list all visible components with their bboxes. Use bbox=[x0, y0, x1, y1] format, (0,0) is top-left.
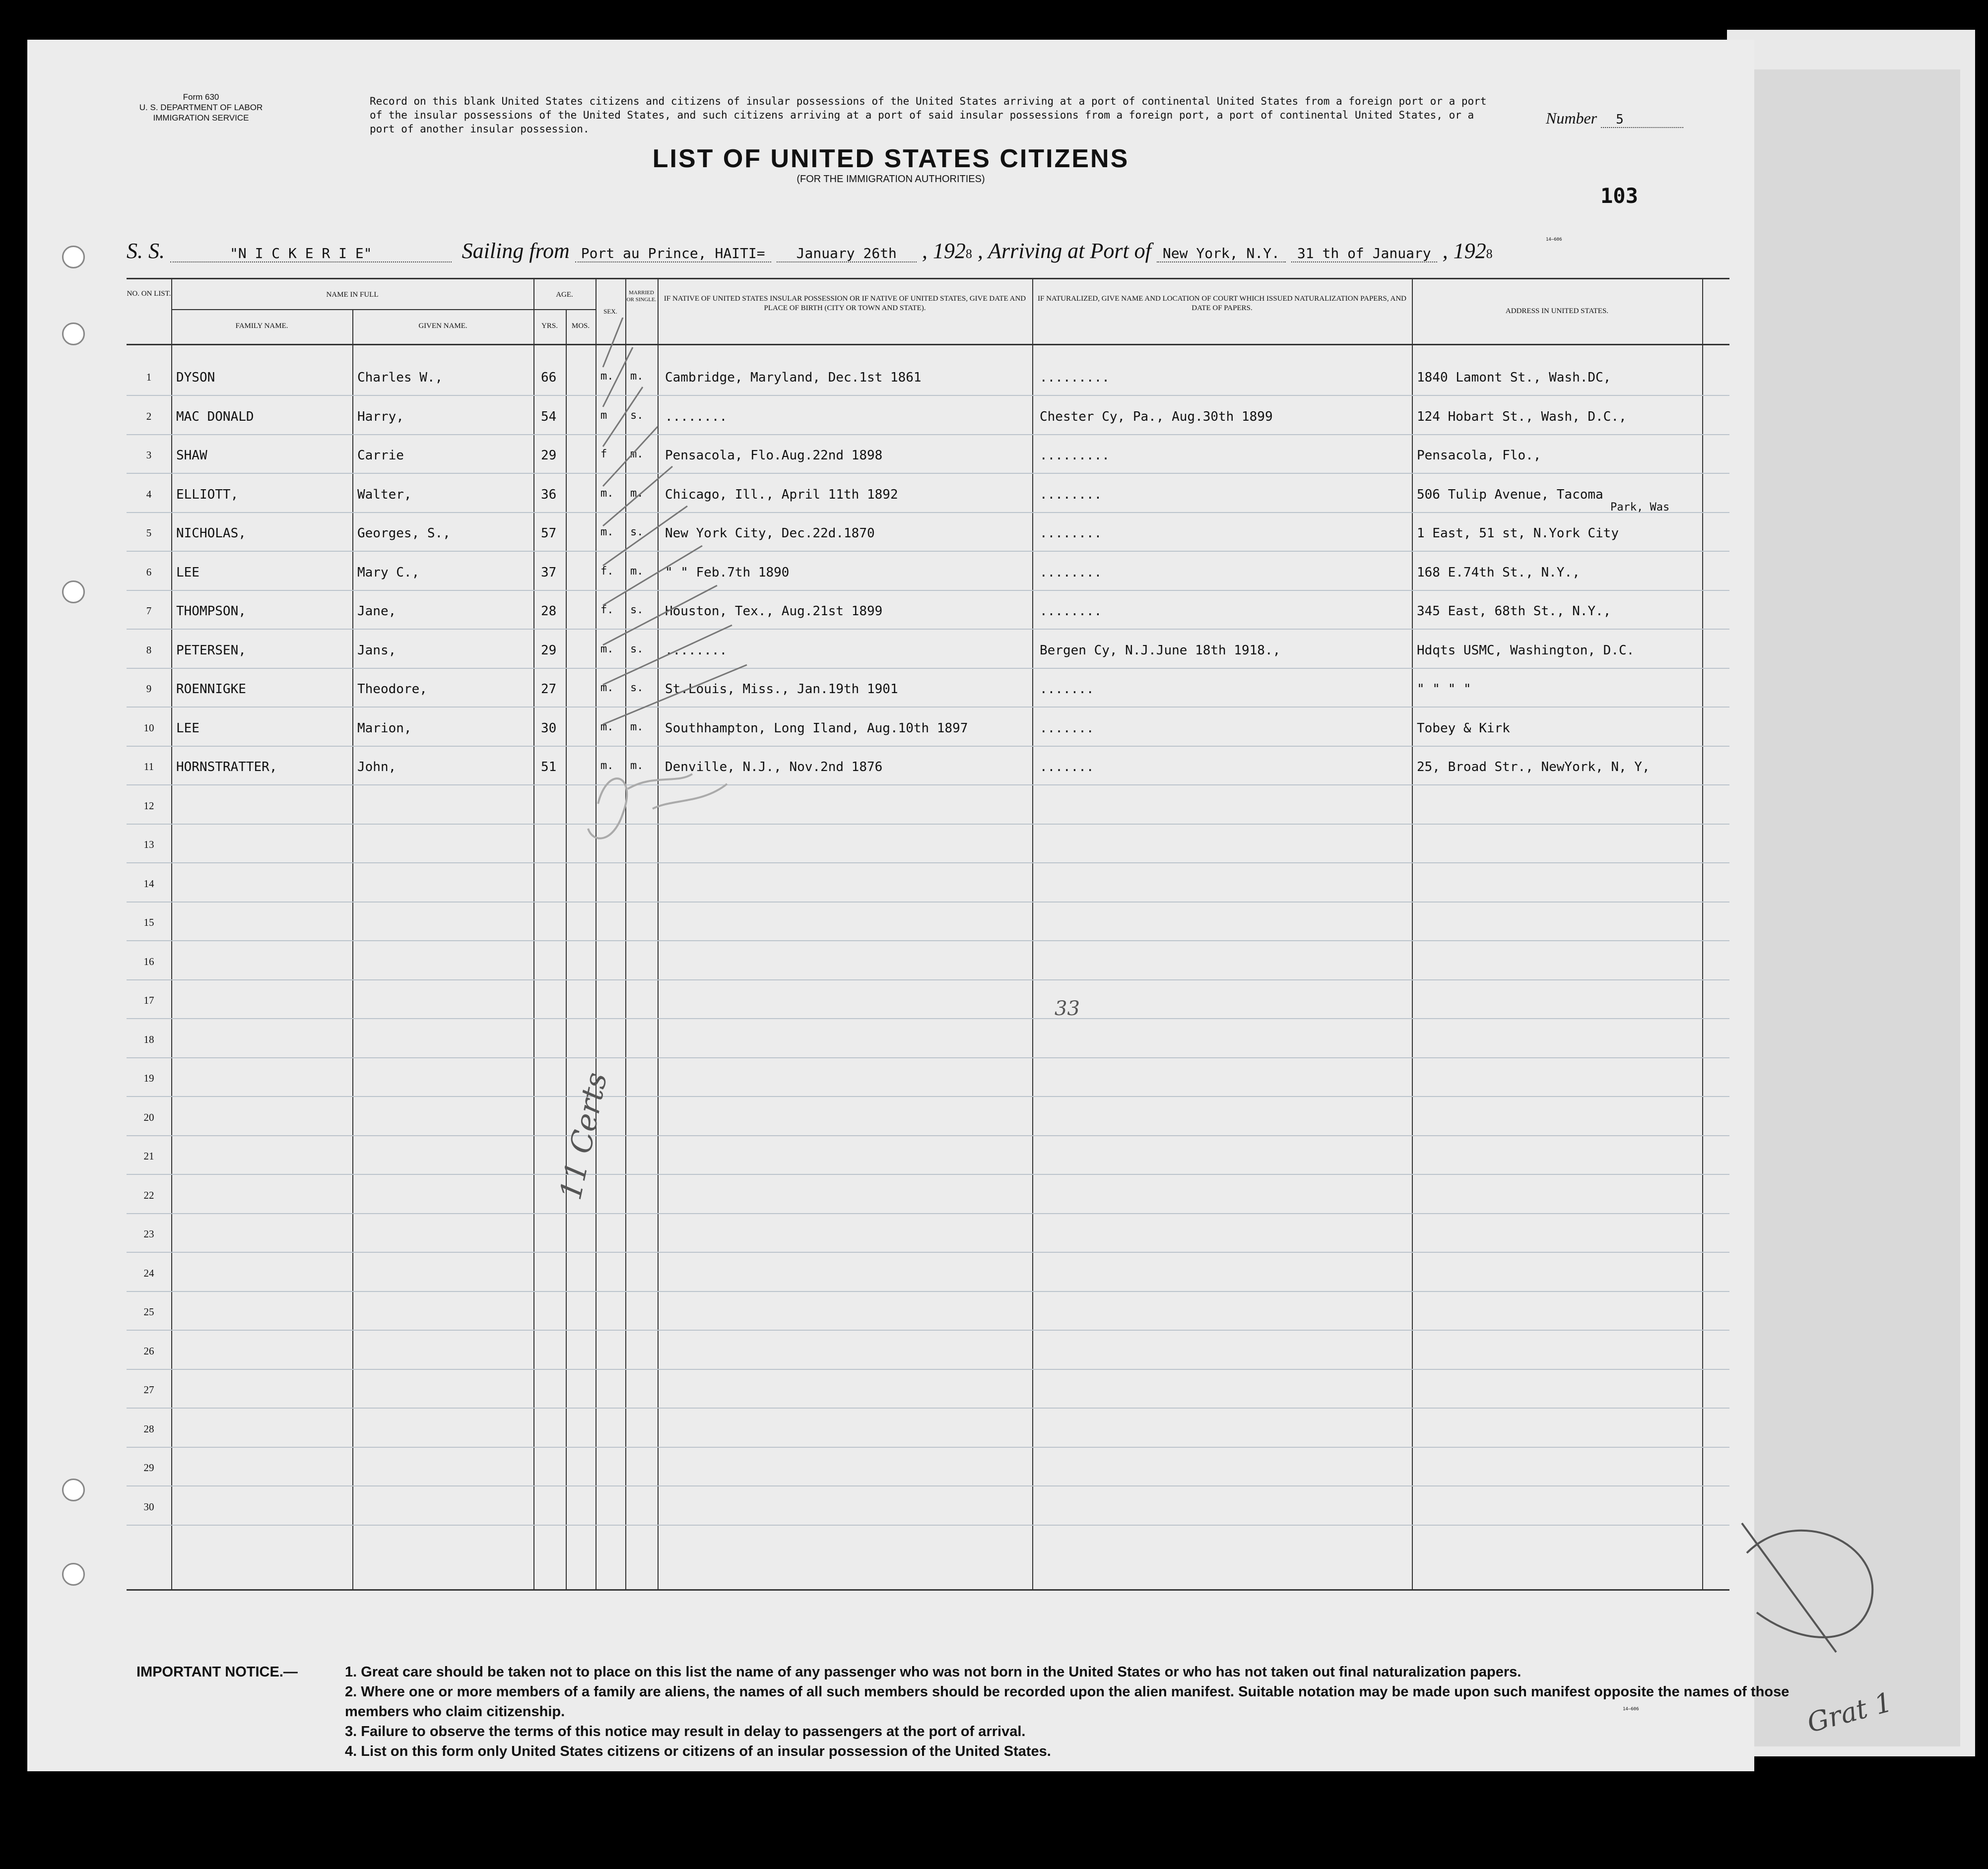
row-rule bbox=[127, 1447, 1729, 1448]
row-number: 1 bbox=[146, 371, 152, 383]
year-label-arriving: , 192 bbox=[1442, 239, 1486, 263]
page-stamp-number: 103 bbox=[1600, 184, 1638, 208]
sex: m. bbox=[600, 487, 614, 500]
col-header-family: FAMILY NAME. bbox=[235, 322, 288, 330]
family-name: LEE bbox=[176, 565, 199, 580]
col-header-married: MARRIED OR SINGLE. bbox=[626, 290, 657, 303]
row-number: 15 bbox=[143, 916, 154, 928]
given-name: Marion, bbox=[357, 720, 412, 736]
manifest-page bbox=[27, 40, 1789, 1771]
given-name: Harry, bbox=[357, 409, 404, 424]
marital-status: s. bbox=[630, 643, 644, 655]
row-number: 10 bbox=[143, 721, 154, 734]
handwritten-margin-note: 11 Certs bbox=[553, 1069, 614, 1203]
intro-text: Record on this blank United States citizens and citizens of insular possessions of the United States arriving at a port of continental United States from a foreign port or a port of the insular possessions of the United States, and such citizens arriving at a port of said insular possessions from a foreign port, a port of continental United States, or a port of another insular possession. bbox=[370, 95, 1487, 135]
row-number: 6 bbox=[146, 566, 152, 578]
sailing-label: Sailing from bbox=[462, 239, 570, 263]
family-name: ELLIOTT, bbox=[176, 487, 239, 502]
col-header-given: GIVEN NAME. bbox=[418, 322, 467, 330]
row-rule bbox=[127, 434, 1729, 435]
address: 168 E.74th St., N.Y., bbox=[1417, 565, 1580, 580]
family-name: SHAW bbox=[176, 448, 207, 463]
col-header-age: AGE. bbox=[556, 291, 573, 299]
age-years: 66 bbox=[541, 370, 557, 385]
check-marks bbox=[573, 318, 762, 784]
row-number: 17 bbox=[143, 994, 154, 1006]
age-years: 54 bbox=[541, 409, 557, 424]
punch-hole bbox=[62, 246, 85, 268]
naturalization-info: Bergen Cy, N.J.June 18th 1918., bbox=[1040, 643, 1281, 658]
family-name: ROENNIGKE bbox=[176, 682, 246, 697]
ss-label: S. S. bbox=[127, 239, 165, 263]
notice-item: 3. Failure to observe the terms of this notice may result in delay to passengers at the port of arrival. bbox=[345, 1724, 1026, 1740]
row-number: 11 bbox=[143, 761, 154, 773]
back-sheet-handwriting: Grat 1 bbox=[1803, 1686, 1896, 1739]
year-sailing: 8 bbox=[965, 247, 972, 261]
naturalization-info: ....... bbox=[1040, 760, 1094, 774]
row-rule bbox=[127, 473, 1729, 474]
page-title: LIST OF UNITED STATES CITIZENS bbox=[652, 144, 1129, 173]
birth-info: Cambridge, Maryland, Dec.1st 1861 bbox=[665, 370, 922, 385]
age-years: 29 bbox=[541, 448, 557, 463]
marital-status: m. bbox=[630, 487, 644, 500]
row-rule bbox=[127, 1252, 1729, 1253]
marital-status: s. bbox=[630, 409, 644, 422]
list-number bbox=[1546, 109, 1683, 128]
naturalization-info: ........ bbox=[1040, 526, 1102, 541]
row-number: 26 bbox=[143, 1345, 154, 1357]
row-number: 16 bbox=[143, 955, 154, 967]
row-number: 22 bbox=[143, 1189, 154, 1201]
age-years: 51 bbox=[541, 760, 557, 774]
row-number: 13 bbox=[143, 838, 154, 850]
row-number: 27 bbox=[143, 1384, 154, 1396]
arriving-date: 31 th of January bbox=[1291, 245, 1437, 262]
row-number: 18 bbox=[143, 1033, 154, 1045]
row-number: 25 bbox=[143, 1306, 154, 1318]
naturalization-info: ........ bbox=[1040, 604, 1102, 619]
naturalization-info: ........ bbox=[1040, 487, 1102, 502]
birth-info: Southhampton, Long Iland, Aug.10th 1897 bbox=[665, 720, 968, 736]
address: 1 East, 51 st, N.York City bbox=[1417, 526, 1619, 541]
row-number: 21 bbox=[143, 1150, 154, 1162]
age-years: 27 bbox=[541, 682, 557, 697]
row-rule bbox=[127, 707, 1729, 708]
row-number: 20 bbox=[143, 1111, 154, 1123]
sex: f. bbox=[600, 565, 614, 578]
birth-info: New York City, Dec.22d.1870 bbox=[665, 526, 875, 541]
row-number: 30 bbox=[143, 1500, 154, 1513]
address: 1840 Lamont St., Wash.DC, bbox=[1417, 370, 1611, 385]
naturalization-info: Chester Cy, Pa., Aug.30th 1899 bbox=[1040, 409, 1273, 424]
row-number: 12 bbox=[143, 799, 154, 812]
marital-status: s. bbox=[630, 526, 644, 538]
given-name: Charles W., bbox=[357, 370, 443, 385]
naturalization-info: ........ bbox=[1040, 565, 1102, 580]
row-rule bbox=[127, 1291, 1729, 1292]
marital-status: m. bbox=[630, 448, 644, 460]
row-rule bbox=[127, 1057, 1729, 1058]
row-number: 14 bbox=[143, 877, 154, 890]
address: 506 Tulip Avenue, Tacoma bbox=[1417, 487, 1603, 502]
given-name: John, bbox=[357, 760, 397, 774]
col-header-sex: SEX. bbox=[603, 308, 617, 315]
naturalization-info: ......... bbox=[1040, 370, 1110, 385]
birth-info: St.Louis, Miss., Jan.19th 1901 bbox=[665, 682, 898, 697]
birth-info: Pensacola, Flo.Aug.22nd 1898 bbox=[665, 448, 883, 463]
address: 124 Hobart St., Wash, D.C., bbox=[1417, 409, 1627, 424]
row-rule bbox=[127, 1018, 1729, 1019]
col-header-birth: IF NATIVE OF UNITED STATES INSULAR POSSESSION OR IF NATIVE OF UNITED STATES, GIVE DATE AND PLACE OF BIRTH (CITY OR TOWN AND STATE). bbox=[663, 295, 1026, 312]
row-rule bbox=[127, 940, 1729, 941]
family-name: PETERSEN, bbox=[176, 643, 246, 658]
col-header-name: NAME IN FULL bbox=[326, 291, 379, 299]
given-name: Theodore, bbox=[357, 682, 427, 697]
birth-info: Chicago, Ill., April 11th 1892 bbox=[665, 487, 898, 502]
row-rule bbox=[127, 551, 1729, 552]
row-number: 7 bbox=[146, 605, 152, 617]
given-name: Jane, bbox=[357, 604, 397, 619]
row-rule bbox=[127, 1096, 1729, 1097]
birth-info: ........ bbox=[665, 643, 728, 658]
row-rule bbox=[127, 1369, 1729, 1370]
row-number: 19 bbox=[143, 1072, 154, 1084]
sex: m. bbox=[600, 760, 614, 772]
row-number: 9 bbox=[146, 683, 152, 695]
row-rule bbox=[127, 862, 1729, 863]
row-number: 8 bbox=[146, 644, 152, 656]
sex: f. bbox=[600, 604, 614, 616]
row-rule bbox=[127, 395, 1729, 396]
sex: f bbox=[600, 448, 607, 460]
notice-lead: IMPORTANT NOTICE.— bbox=[136, 1664, 298, 1680]
sex: m. bbox=[600, 682, 614, 694]
voyage-line bbox=[127, 238, 1493, 263]
naturalization-info: ....... bbox=[1040, 720, 1094, 736]
age-years: 29 bbox=[541, 643, 557, 658]
row-rule bbox=[127, 746, 1729, 747]
year-arriving: 8 bbox=[1486, 247, 1493, 261]
row-rule bbox=[127, 1174, 1729, 1175]
family-name: LEE bbox=[176, 720, 199, 736]
given-name: Carrie bbox=[357, 448, 404, 463]
row-number: 5 bbox=[146, 527, 152, 539]
given-name: Jans, bbox=[357, 643, 397, 658]
handwritten-mark: 33 bbox=[1055, 997, 1080, 1020]
row-number: 3 bbox=[146, 449, 152, 461]
punch-hole bbox=[62, 322, 85, 345]
row-rule bbox=[127, 1135, 1729, 1136]
row-rule bbox=[127, 1525, 1729, 1526]
year-label-sailing: , 192 bbox=[922, 239, 966, 263]
family-name: THOMPSON, bbox=[176, 604, 246, 619]
arriving-port: New York, N.Y. bbox=[1157, 245, 1286, 262]
row-rule bbox=[127, 1330, 1729, 1331]
sex: m. bbox=[600, 643, 614, 655]
naturalization-info: ......... bbox=[1040, 448, 1110, 463]
age-years: 37 bbox=[541, 565, 557, 580]
punch-hole bbox=[62, 1563, 85, 1586]
birth-info: ........ bbox=[665, 409, 728, 424]
row-rule bbox=[127, 1213, 1729, 1214]
col-header-naturalized: IF NATURALIZED, GIVE NAME AND LOCATION OF COURT WHICH ISSUED NATURALIZATION PAPERS, AND DATE OF PAPERS. bbox=[1037, 295, 1406, 312]
family-name: DYSON bbox=[176, 370, 215, 385]
col-header-no: NO. ON LIST. bbox=[127, 290, 171, 298]
row-rule bbox=[127, 512, 1729, 513]
address: Pensacola, Flo., bbox=[1417, 448, 1541, 463]
marital-status: m. bbox=[630, 370, 644, 383]
service: IMMIGRATION SERVICE bbox=[153, 113, 249, 123]
col-header-yrs: YRS. bbox=[541, 322, 558, 330]
ship-name: "N I C K E R I E" bbox=[170, 245, 452, 262]
number-value: 5 bbox=[1601, 112, 1683, 128]
row-number: 4 bbox=[146, 488, 152, 500]
row-number: 28 bbox=[143, 1422, 154, 1435]
age-years: 57 bbox=[541, 526, 557, 541]
given-name: Georges, S., bbox=[357, 526, 451, 541]
back-sheet-lower bbox=[1752, 69, 1960, 1746]
age-years: 28 bbox=[541, 604, 557, 619]
birth-info: " " Feb.7th 1890 bbox=[665, 565, 790, 580]
form-header bbox=[102, 92, 300, 123]
row-rule bbox=[127, 979, 1729, 980]
sex: m. bbox=[600, 370, 614, 383]
naturalization-info: ....... bbox=[1040, 682, 1094, 697]
birth-info: Houston, Tex., Aug.21st 1899 bbox=[665, 604, 883, 619]
row-rule bbox=[127, 668, 1729, 669]
family-name: HORNSTRATTER, bbox=[176, 760, 277, 774]
row-number: 29 bbox=[143, 1462, 154, 1474]
marital-status: s. bbox=[630, 682, 644, 694]
address-line-2: Park, Was bbox=[1610, 501, 1670, 514]
birth-info: Denville, N.J., Nov.2nd 1876 bbox=[665, 760, 883, 774]
sex: m. bbox=[600, 720, 614, 733]
age-years: 30 bbox=[541, 720, 557, 736]
sailing-port: Port au Prince, HAITI= bbox=[575, 245, 771, 262]
address: 345 East, 68th St., N.Y., bbox=[1417, 604, 1611, 619]
marital-status: m. bbox=[630, 565, 644, 578]
notice-item: 2. Where one or more members of a family are aliens, the names of all such members should be recorded upon the alien manifest. Suitable notation may be made upon such manifest opposite the names of those members who claim citizenship. bbox=[345, 1684, 1789, 1720]
col-header-address: ADDRESS IN UNITED STATES. bbox=[1505, 307, 1609, 315]
sex: m. bbox=[600, 526, 614, 538]
form-number: Form 630 bbox=[183, 92, 219, 102]
number-label: Number bbox=[1546, 109, 1597, 127]
page-subtitle: (FOR THE IMMIGRATION AUTHORITIES) bbox=[796, 174, 985, 185]
address: 25, Broad Str., NewYork, N, Y, bbox=[1417, 760, 1650, 774]
row-number: 24 bbox=[143, 1267, 154, 1279]
sex: m bbox=[600, 409, 607, 422]
row-rule bbox=[127, 590, 1729, 591]
back-sheet-scribble bbox=[1737, 1513, 1925, 1687]
notice-item: 1. Great care should be taken not to place on this list the name of any passenger who was not born in the United States or who has not taken out final naturalization papers. bbox=[345, 1664, 1522, 1680]
department: U. S. DEPARTMENT OF LABOR bbox=[139, 103, 263, 112]
row-rule bbox=[127, 824, 1729, 825]
punch-hole bbox=[62, 580, 85, 603]
address: Tobey & Kirk bbox=[1417, 720, 1510, 736]
row-rule bbox=[127, 629, 1729, 630]
family-name: NICHOLAS, bbox=[176, 526, 246, 541]
footer-printer-mark: 14–606 bbox=[1623, 1707, 1639, 1712]
row-rule bbox=[127, 784, 1729, 785]
punch-hole bbox=[62, 1479, 85, 1501]
given-name: Walter, bbox=[357, 487, 412, 502]
row-number: 2 bbox=[146, 410, 152, 422]
arriving-label: , Arriving at Port of bbox=[977, 239, 1151, 263]
row-rule bbox=[127, 1485, 1729, 1486]
address: " " " " bbox=[1417, 682, 1471, 697]
age-years: 36 bbox=[541, 487, 557, 502]
family-name: MAC DONALD bbox=[176, 409, 254, 424]
col-header-mos: MOS. bbox=[571, 322, 590, 330]
address: Hdqts USMC, Washington, D.C. bbox=[1417, 643, 1635, 658]
marital-status: m. bbox=[630, 720, 644, 733]
row-number: 23 bbox=[143, 1228, 154, 1240]
marital-status: s. bbox=[630, 604, 644, 616]
row-rule bbox=[127, 1408, 1729, 1409]
sailing-date: January 26th bbox=[777, 245, 917, 262]
given-name: Mary C., bbox=[357, 565, 420, 580]
passenger-table bbox=[127, 278, 1729, 1591]
printer-mark: 14–606 bbox=[1546, 237, 1562, 242]
notice-item: 4. List on this form only United States citizens or citizens of an insular possession of the United States. bbox=[345, 1743, 1051, 1759]
marital-status: m. bbox=[630, 760, 644, 772]
